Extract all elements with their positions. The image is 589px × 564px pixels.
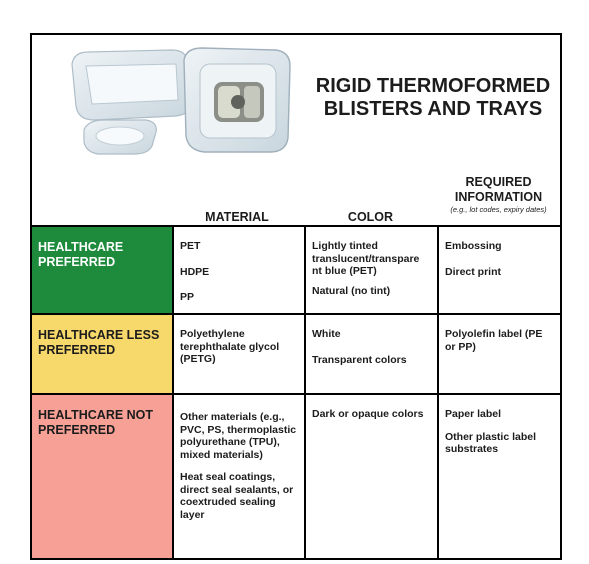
category-cell: HEALTHCARE NOT PREFERRED xyxy=(32,395,172,558)
table-row-not-preferred xyxy=(32,393,560,558)
material-item: PP xyxy=(180,291,195,303)
required-info-label: REQUIRED INFORMATION xyxy=(454,175,543,204)
page-title: RIGID THERMOFORMED BLISTERS AND TRAYS xyxy=(315,75,551,120)
info-cell xyxy=(437,395,560,558)
info-item: Embossing xyxy=(445,240,502,252)
column-header-material: MATERIAL xyxy=(205,210,269,224)
color-item: Natural (no tint) xyxy=(312,284,391,297)
material-item: PET xyxy=(180,240,201,252)
column-header-required-info xyxy=(437,175,560,214)
material-cell xyxy=(172,227,304,313)
column-header-color: COLOR xyxy=(347,210,394,224)
blister-tray-photo xyxy=(54,42,294,157)
guidance-table xyxy=(30,33,562,560)
table-header xyxy=(32,35,560,225)
color-cell xyxy=(304,227,437,313)
material-item: Other materials (e.g., PVC, PS, thermoplastic polyurethane (TPU), mixed materials) xyxy=(180,411,297,461)
required-info-note: (e.g., lot codes, expiry dates) xyxy=(450,205,547,214)
color-item: Dark or opaque colors xyxy=(312,408,424,420)
info-cell xyxy=(437,315,560,393)
info-item: Polyolefin label (PE or PP) xyxy=(445,328,543,353)
material-cell xyxy=(172,315,304,393)
color-item: Transparent colors xyxy=(312,353,407,366)
table-row-preferred xyxy=(32,225,560,313)
color-item: White xyxy=(312,328,341,340)
category-cell: HEALTHCARE PREFERRED xyxy=(32,227,172,313)
color-cell xyxy=(304,395,437,558)
material-item: Heat seal coatings, direct seal sealants, or coextruded sealing layer xyxy=(180,471,294,521)
material-item: HDPE xyxy=(180,265,210,278)
info-item: Paper label xyxy=(445,408,502,420)
info-item: Direct print xyxy=(445,265,502,278)
material-item: Polyethylene terephthalate glycol (PETG) xyxy=(180,328,280,365)
info-item: Other plastic label substrates xyxy=(445,430,537,455)
material-cell xyxy=(172,395,304,558)
category-cell: HEALTHCARE LESS PREFERRED xyxy=(32,315,172,393)
table-row-less-preferred xyxy=(32,313,560,393)
color-item: Lightly tinted translucent/transpare nt blue (PET) xyxy=(312,240,420,277)
color-cell xyxy=(304,315,437,393)
info-cell xyxy=(437,227,560,313)
